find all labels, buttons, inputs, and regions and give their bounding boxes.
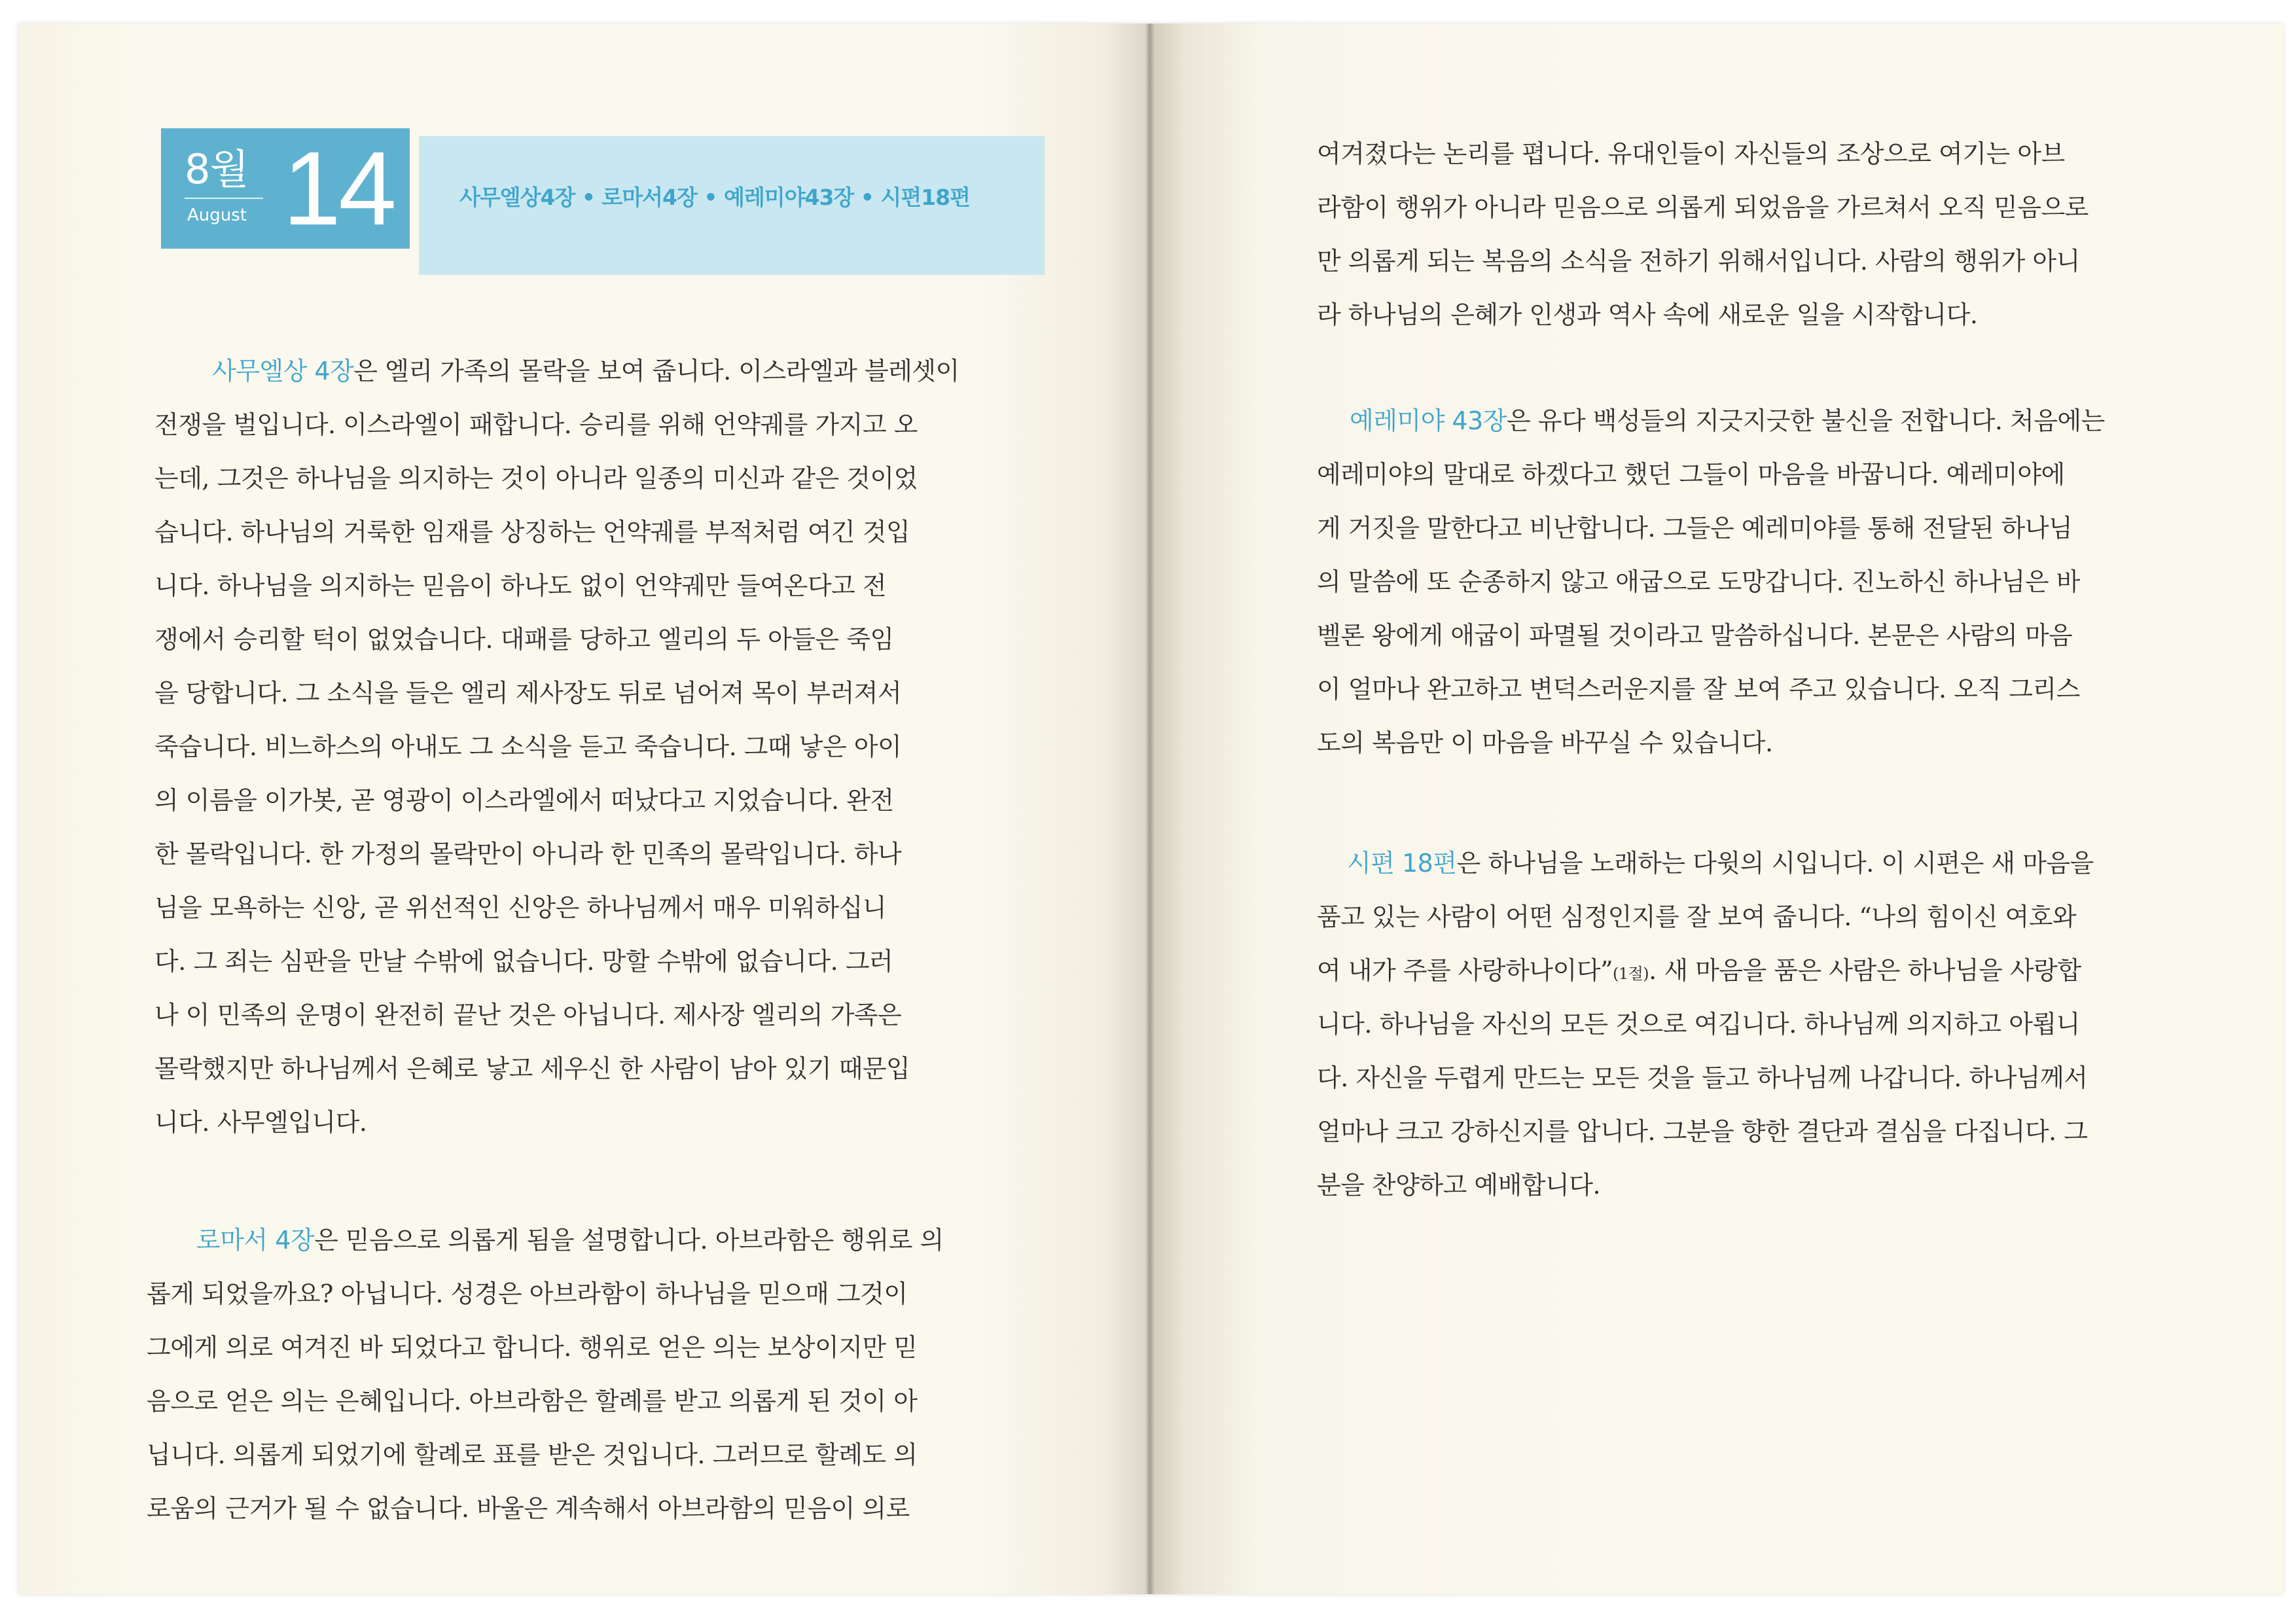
text-line: 분을 찬양하고 예배합니다.	[1317, 1171, 1601, 1200]
text-line: 몰락했지만 하나님께서 은혜로 낳고 세우신 한 사람이 남아 있기 때문입	[154, 1054, 910, 1083]
paragraph-heading: 로마서 4장	[196, 1226, 315, 1255]
text-line: 습니다. 하나님의 거룩한 임재를 상징하는 언약궤를 부적처럼 여긴 것입	[154, 518, 910, 546]
day-number: 14	[283, 130, 394, 247]
text-line: 나 이 민족의 운명이 완전히 끝난 것은 아닙니다. 제사장 엘리의 가족은	[154, 1001, 902, 1029]
month-label: 8월	[185, 145, 249, 193]
text-line: 죽습니다. 비느하스의 아내도 그 소식을 듣고 죽습니다. 그때 낳은 아이	[154, 732, 902, 761]
text-line: 님을 모욕하는 신앙, 곧 위선적인 신앙은 하나님께서 매우 미워하십니	[154, 893, 887, 922]
text-line: 만 의롭게 되는 복음의 소식을 전하기 위해서입니다. 사람의 행위가 아니	[1317, 247, 2080, 276]
text-line: 여겨졌다는 논리를 폅니다. 유대인들이 자신들의 조상으로 여기는 아브	[1317, 139, 2065, 168]
text-line: 그에게 의로 여겨진 바 되었다고 합니다. 행위로 얻은 의는 보상이지만 믿	[147, 1333, 918, 1362]
text-line: 전쟁을 벌입니다. 이스라엘이 패합니다. 승리를 위해 언약궤를 가지고 오	[154, 410, 918, 439]
paragraph-heading: 예레미야 43장	[1350, 406, 1507, 435]
text-line: 게 거짓을 말한다고 비난합니다. 그들은 예레미야를 통해 전달된 하나님	[1317, 514, 2073, 543]
text-line: 롭게 되었을까요? 아닙니다. 성경은 아브라함이 하나님을 믿으매 그것이	[147, 1279, 908, 1308]
text-line: 도의 복음만 이 마음을 바꾸실 수 있습니다.	[1317, 728, 1773, 757]
paragraph-first-line	[196, 1220, 944, 1259]
left-page	[18, 24, 1149, 1594]
paragraph-first-text: 은 하나님을 노래하는 다윗의 시입니다. 이 시편은 새 마음을	[1456, 849, 2094, 878]
text-line: 니다. 하나님을 의지하는 믿음이 하나도 없이 언약궤만 들여온다고 전	[154, 571, 887, 600]
text-line: 라 하나님의 은혜가 인생과 역사 속에 새로운 일을 시작합니다.	[1317, 300, 1978, 329]
text-line: 의 이름을 이가봇, 곧 영광이 이스라엘에서 떠났다고 지었습니다. 완전	[154, 786, 894, 815]
quote-text: 여 내가 주를 사랑하나이다”	[1317, 956, 1613, 985]
text-line: 을 당합니다. 그 소식을 들은 엘리 제사장도 뒤로 넘어져 목이 부러져서	[154, 679, 902, 707]
reading-list: 사무엘상4장 • 로마서4장 • 예레미야43장 • 시편18편	[459, 185, 970, 210]
text-line-with-footnote	[1317, 950, 2081, 990]
text-line: 음으로 얻은 의는 은혜입니다. 아브라함은 할례를 받고 의롭게 된 것이 아	[147, 1387, 918, 1416]
text-after-reference: . 새 마음을 품은 사람은 하나님을 사랑합	[1649, 956, 2081, 985]
month-divider	[185, 198, 263, 199]
text-line: 라함이 행위가 아니라 믿음으로 의롭게 되었음을 가르쳐서 오직 믿음으로	[1317, 193, 2089, 222]
text-line: 한 몰락입니다. 한 가정의 몰락만이 아니라 한 민족의 몰락입니다. 하나	[154, 840, 902, 868]
right-page	[1149, 24, 2283, 1594]
paragraph-first-line	[212, 351, 960, 390]
paragraph-heading: 사무엘상 4장	[212, 357, 354, 385]
text-line: 쟁에서 승리할 턱이 없었습니다. 대패를 당하고 엘리의 두 아들은 죽임	[154, 625, 894, 654]
paragraph-heading: 시편 18편	[1347, 849, 1457, 878]
paragraph-first-text: 은 믿음으로 의롭게 됨을 설명합니다. 아브라함은 행위로 의	[314, 1226, 944, 1255]
verse-reference: (1절)	[1612, 965, 1649, 983]
date-badge	[161, 128, 410, 249]
text-line: 닙니다. 의롭게 되었기에 할례로 표를 받은 것입니다. 그러므로 할례도 의	[147, 1440, 918, 1469]
open-book	[18, 24, 2283, 1594]
paragraph-first-line	[1350, 401, 2105, 440]
paragraph-first-text: 은 유다 백성들의 지긋지긋한 불신을 전합니다. 처음에는	[1506, 406, 2105, 435]
text-line: 예레미야의 말대로 하겠다고 했던 그들이 마음을 바꿉니다. 예레미야에	[1317, 460, 2065, 489]
paragraph-first-text: 은 엘리 가족의 몰락을 보여 줍니다. 이스라엘과 블레셋이	[353, 357, 960, 385]
text-line: 다. 자신을 두렵게 만드는 모든 것을 들고 하나님께 나갑니다. 하나님께서	[1317, 1063, 2088, 1092]
text-line: 이 얼마나 완고하고 변덕스러운지를 잘 보여 주고 있습니다. 오직 그리스	[1317, 675, 2080, 704]
text-line: 벨론 왕에게 애굽이 파멸될 것이라고 말씀하십니다. 본문은 사람의 마음	[1317, 621, 2073, 650]
text-line: 는데, 그것은 하나님을 의지하는 것이 아니라 일종의 미신과 같은 것이었	[154, 464, 918, 493]
text-line: 얼마나 크고 강하신지를 압니다. 그분을 향한 결단과 결심을 다집니다. 그	[1317, 1117, 2088, 1146]
month-english-label: August	[187, 205, 247, 225]
paragraph-first-line	[1347, 843, 2094, 882]
reading-list-banner	[419, 136, 1045, 275]
text-line: 니다. 하나님을 자신의 모든 것으로 여깁니다. 하나님께 의지하고 아룁니	[1317, 1010, 2080, 1039]
text-line: 품고 있는 사람이 어떤 심정인지를 잘 보여 줍니다. “나의 힘이신 여호와	[1317, 902, 2077, 931]
text-line: 니다. 사무엘입니다.	[154, 1108, 367, 1137]
book-gutter-shadow	[1145, 24, 1155, 1594]
text-line: 다. 그 죄는 심판을 만날 수밖에 없습니다. 망할 수밖에 없습니다. 그러	[154, 947, 893, 976]
text-line: 의 말씀에 또 순종하지 않고 애굽으로 도망갑니다. 진노하신 하나님은 바	[1317, 567, 2080, 596]
text-line: 로움의 근거가 될 수 없습니다. 바울은 계속해서 아브라함의 믿음이 의로	[147, 1494, 910, 1523]
